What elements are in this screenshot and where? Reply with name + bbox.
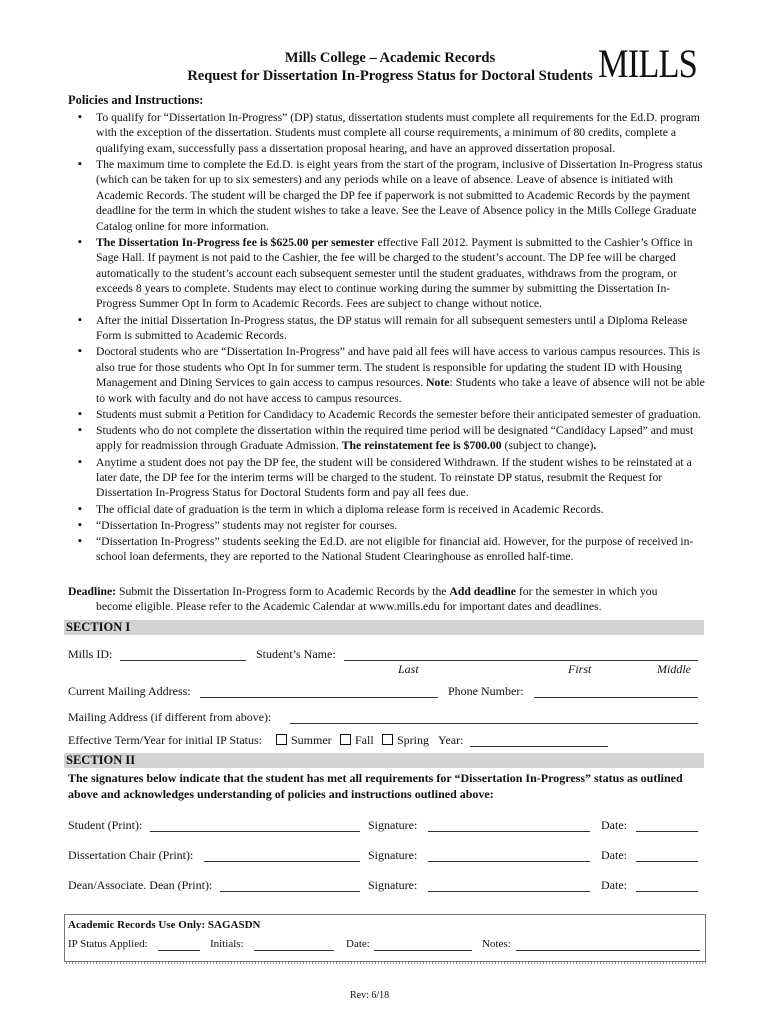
dean-print-label: Dean/Associate. Dean (Print):	[68, 878, 213, 892]
student-signature-label: Signature:	[368, 818, 418, 832]
dean-date-field[interactable]	[636, 891, 698, 892]
policies-heading: Policies and Instructions:	[68, 93, 204, 107]
fall-checkbox[interactable]	[340, 734, 351, 745]
last-name-caption: Last	[398, 662, 419, 676]
section-2-header: SECTION II	[64, 753, 704, 768]
summer-option[interactable]: Summer	[276, 733, 332, 748]
dean-signature-field[interactable]	[428, 891, 590, 892]
summer-checkbox[interactable]	[276, 734, 287, 745]
chair-signature-field[interactable]	[428, 861, 590, 862]
first-name-caption: First	[568, 662, 592, 676]
policy-item: ▪ After the initial Dissertation In-Progress status, the DP status will remain for all subsequent semesters until a Diploma Release Form is submitted to Academic Records.	[78, 313, 706, 344]
mills-id-field[interactable]	[120, 660, 246, 661]
initials-field[interactable]	[254, 950, 334, 951]
ip-status-label: IP Status Applied:	[68, 938, 148, 950]
chair-print-label: Dissertation Chair (Print):	[68, 848, 194, 862]
student-name-field[interactable]	[344, 660, 698, 661]
policies-list	[78, 110, 706, 566]
mills-logo: MILLS	[598, 41, 697, 86]
spring-checkbox[interactable]	[382, 734, 393, 745]
chair-date-field[interactable]	[636, 861, 698, 862]
office-date-label: Date:	[346, 938, 370, 950]
policy-item: ▪ “Dissertation In-Progress” students seeking the Ed.D. are not eligible for financial aid. However, for the purpose of received in-school loan deferments, they are reported to the National Student Clearinghouse as enrolled half-time.	[78, 534, 706, 565]
alt-mailing-label: Mailing Address (if different from above):	[68, 710, 272, 724]
policy-item-resources: ▪ Doctoral students who are “Dissertation In-Progress” and have paid all fees will have access to various campus resources. This is also true for those students who Opt In for summer term. The student is responsible for updating the student ID with Housing Management and Dining Services to gain access to campus resources. Note: Students who take a leave of absence will not be able to work with faculty and do not have access to campus resources.	[78, 344, 706, 406]
form-title-line2: Request for Dissertation In-Progress Status for Doctoral Students	[187, 68, 593, 84]
policy-item: ▪ Students must submit a Petition for Candidacy to Academic Records the semester before their anticipated semester of graduation.	[78, 407, 706, 422]
office-use-title: Academic Records Use Only: SAGASDN	[68, 919, 261, 931]
mills-id-label: Mills ID:	[68, 647, 113, 661]
notes-label: Notes:	[482, 938, 511, 950]
policy-item-lapsed: ▪ Students who do not complete the dissertation within the required time period will be designated “Candidacy Lapsed” and must apply for readmission through Graduate Admission. The reinstatement fee is $700.00 (subject to change).	[78, 423, 706, 454]
middle-name-caption: Middle	[657, 662, 691, 676]
policy-item: ▪ “Dissertation In-Progress” students may not register for courses.	[78, 518, 706, 533]
dean-date-label: Date:	[601, 878, 627, 892]
chair-signature-label: Signature:	[368, 848, 418, 862]
student-print-label: Student (Print):	[68, 818, 143, 832]
policy-item: ▪ To qualify for “Dissertation In-Progress” (DP) status, dissertation students must complete all requirements for the Ed.D. program with the exception of the dissertation. Students must complete all course requirements, a minimum of 80 credits, complete a qualifying exam, successfully pass a dissertation proposal hearing, and have an approved dissertation proposal.	[78, 110, 706, 156]
signature-statement: The signatures below indicate that the student has met all requirements for “Dissertation In-Progress” status as outlined above and acknowledges understanding of policies and instructions outlined above:	[68, 771, 683, 801]
section-1-header: SECTION I	[64, 620, 704, 635]
student-date-field[interactable]	[636, 831, 698, 832]
fall-option[interactable]: Fall	[340, 733, 374, 748]
chair-date-label: Date:	[601, 848, 627, 862]
student-name-label: Student’s Name:	[256, 647, 336, 661]
alt-mailing-field[interactable]	[290, 723, 698, 724]
year-label: Year:	[438, 733, 464, 747]
term-label: Effective Term/Year for initial IP Status:	[68, 733, 263, 747]
notes-field[interactable]	[516, 950, 700, 951]
policy-item-fee: ▪ The Dissertation In-Progress fee is $625.00 per semester effective Fall 2012. Payment is submitted to the Cashier’s Office in Sage Hall. If payment is not paid to the Cashier, the fee will be charged to the student’s account. The DP fee will be charged automatically to the student’s account each subsequent semester until the student graduates, withdraws from the program, or exceeds 8 years to complete. Students may elect to continue working during the summer by submitting the Dissertation In-Progress Summer Opt In form to Academic Records. Fees are subject to change without notice.	[78, 235, 706, 312]
phone-label: Phone Number:	[448, 684, 524, 698]
ip-status-field[interactable]	[158, 950, 200, 951]
dean-print-field[interactable]	[220, 891, 360, 892]
revision-label: Rev: 6/18	[350, 990, 390, 1001]
mailing-address-label: Current Mailing Address:	[68, 684, 191, 698]
student-signature-field[interactable]	[428, 831, 590, 832]
mailing-address-field[interactable]	[200, 697, 438, 698]
form-title-line1: Mills College – Academic Records	[284, 50, 496, 66]
student-date-label: Date:	[601, 818, 627, 832]
student-print-field[interactable]	[150, 831, 360, 832]
year-field[interactable]	[470, 746, 608, 747]
deadline-note: Deadline: Submit the Dissertation In-Progress form to Academic Records by the Add deadline for the semester in which you become eligible. Please refer to the Academic Calendar at www.mills.edu for important dates and deadlines.	[68, 585, 658, 614]
phone-field[interactable]	[534, 697, 698, 698]
office-date-field[interactable]	[374, 950, 472, 951]
policy-item: ▪ The maximum time to complete the Ed.D. is eight years from the start of the program, inclusive of Dissertation In-Progress status (which can be taken for up to six semesters) and any periods while on a leave of absence. Leave of absence is initiated with Academic Records. The student will be charged the DP fee if paperwork is not submitted to Academic Records by the payment deadline for the term in which the student wishes to take a leave. See the Leave of Absence policy in the Mills College Graduate Catalog online for more information.	[78, 157, 706, 234]
policy-item: ▪ The official date of graduation is the term in which a diploma release form is received in Academic Records.	[78, 502, 706, 517]
dean-signature-label: Signature:	[368, 878, 418, 892]
initials-label: Initials:	[210, 938, 244, 950]
policy-item: ▪ Anytime a student does not pay the DP fee, the student will be considered Withdrawn. If the student wishes to be reinstated at a later date, the DP fee for the interim terms will be charged to the student. To reinstate DP status, resubmit the Request for Dissertation In-Progress Status for Doctoral Students form and pay all fees due.	[78, 455, 706, 501]
spring-option[interactable]: Spring	[382, 733, 429, 748]
chair-print-field[interactable]	[204, 861, 360, 862]
